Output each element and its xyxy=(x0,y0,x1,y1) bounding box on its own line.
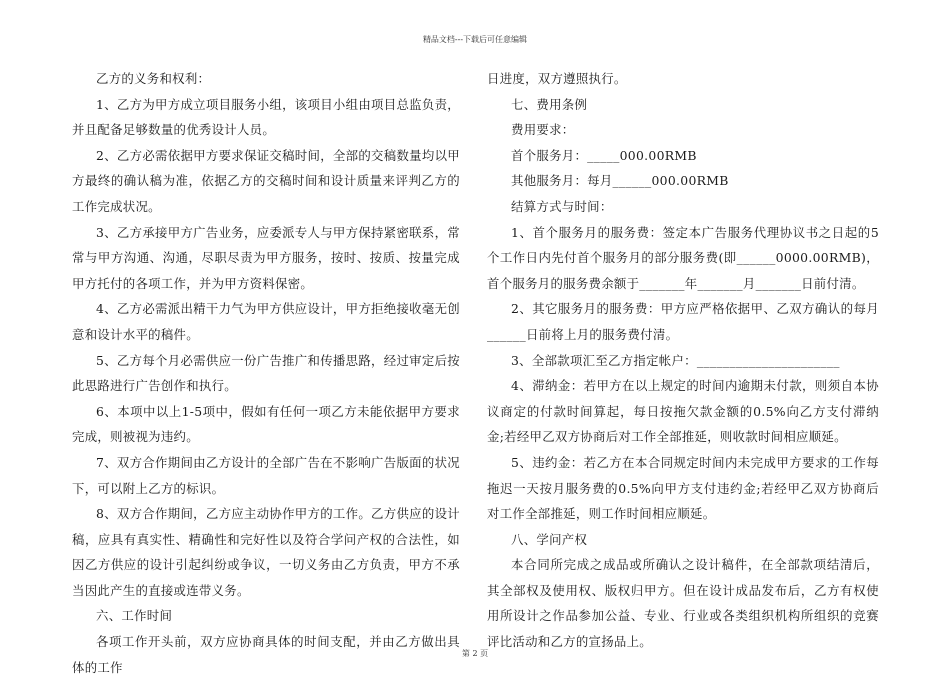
paragraph: 乙方的义务和权利： xyxy=(96,71,211,86)
section-heading: 八、学问产权 xyxy=(511,531,588,547)
paragraph: 5、乙方每个月必需供应一份广告推广和传播思路，经过审定后按此思路进行广告创作和执行。 xyxy=(72,352,460,394)
paragraph: 4、滞纳金：若甲方在以上规定的时间内逾期未付款，则须自本协议商定的付款时间算起，每日按拖欠款金额的0.5%向乙方支付滞纳金;若经甲乙双方协商后对工作全部推延，则收款时间相应顺延。 xyxy=(487,378,879,445)
paragraph: 费用要求： xyxy=(511,122,575,138)
paragraph: 7、双方合作期间由乙方设计的全部广告在不影响广告版面的状况下，可以附上乙方的标识。 xyxy=(72,454,460,496)
section-heading: 七、费用条例 xyxy=(511,96,588,112)
paragraph: 结算方式与时间： xyxy=(511,198,613,214)
left-column xyxy=(72,66,460,680)
paragraph: 首个服务月：_____000.00RMB xyxy=(511,147,697,163)
page-number: 第 2 页 xyxy=(461,649,489,658)
paragraph: 3、全部款项汇至乙方指定帐户：______________________ xyxy=(511,352,840,368)
paragraph: 2、乙方必需依据甲方要求保证交稿时间，全部的交稿数量均以甲方最终的确认稿为准，依据乙方的交稿时间和设计质量来评判乙方的工作完成状况。 xyxy=(72,147,460,214)
paragraph: 4、乙方必需派出精干力气为甲方供应设计，甲方拒绝接收毫无创意和设计水平的稿件。 xyxy=(72,301,460,342)
paragraph: 日进度，双方遵照执行。 xyxy=(487,71,627,86)
paragraph: 6、本项中以上1-5项中，假如有任何一项乙方未能依据甲方要求完成，则被视为违约。 xyxy=(72,403,460,445)
right-column xyxy=(487,66,879,655)
paragraph: 其他服务月：每月______000.00RMB xyxy=(511,173,729,189)
paragraph: 3、乙方承接甲方广告业务，应委派专人与甲方保持紧密联系，常常与甲方沟通、沟通，尽职尽责为甲方服务，按时、按质、按量完成甲方托付的各项工作，并为甲方资料保密。 xyxy=(72,224,460,291)
paragraph: 各项工作开头前，双方应协商具体的时间支配，并由乙方做出具体的工作 xyxy=(72,634,460,675)
paragraph: 1、首个服务月的服务费：签定本广告服务代理协议书之日起的5个工作日内先付首个服务月的部分服务费(即______0000.00RMB)，首个服务月的服务费余额于_______年_______月_______日前付清。 xyxy=(487,224,879,291)
paragraph: 本合同所完成之成品或所确认之设计稿件，在全部款项结清后，其全部权及使用权、版权归甲方。但在设计成品发布后，乙方有权使用所设计之作品参加公益、专业、行业或各类组织机构所组织的竞赛评比活动和乙方的宣扬品上。 xyxy=(487,557,879,650)
paragraph: 8、双方合作期间，乙方应主动协作甲方的工作。乙方供应的设计稿，应具有真实性、精确性和完好性以及符合学问产权的合法性，如因乙方供应的设计引起纠纷或争议，一切义务由乙方负责，甲方不承当因此产生的直接或连带义务。 xyxy=(72,506,460,598)
section-heading: 六、工作时间 xyxy=(96,608,173,624)
paragraph: 1、乙方为甲方成立项目服务小组，该项目小组由项目总监负责，并且配备足够数量的优秀设计人员。 xyxy=(72,96,460,138)
page-header: 精品文档---下载后可任意编辑 xyxy=(422,35,528,44)
paragraph: 2、其它服务月的服务费：甲方应严格依据甲、乙双方确认的每月______日前将上月的服务费付清。 xyxy=(487,301,879,342)
paragraph: 5、违约金：若乙方在本合同规定时间内未完成甲方要求的工作每拖迟一天按月服务费的0.5%向甲方支付违约金;若经甲乙双方协商后对工作全部推延，则工作时间相应顺延。 xyxy=(487,454,879,522)
